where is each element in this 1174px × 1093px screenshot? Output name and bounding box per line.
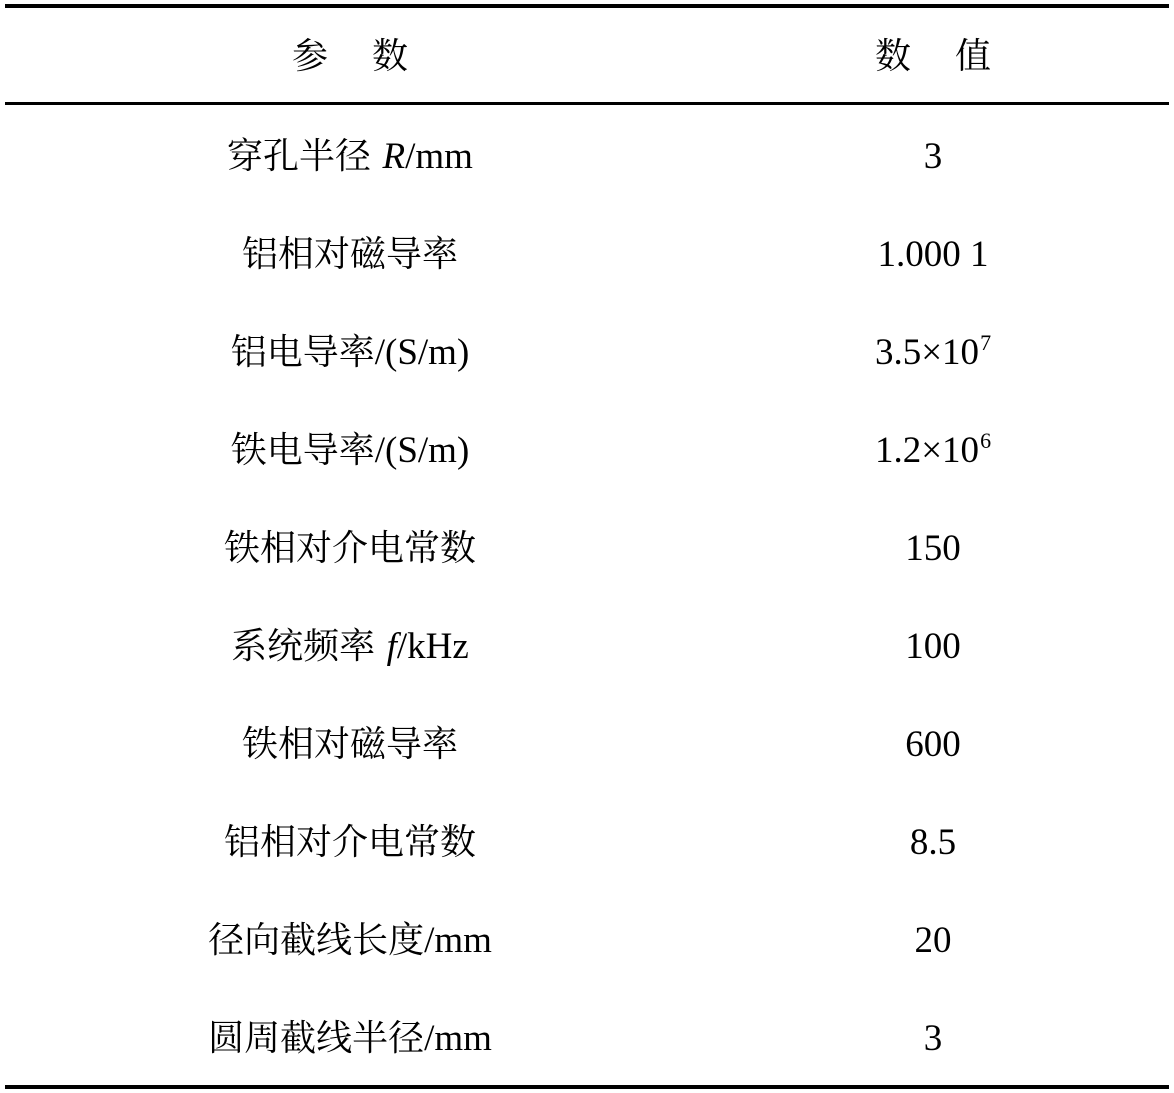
table-row-param [50,421,650,481]
param-label: 穿孔半径 [227,136,383,177]
value-base: 1.2×10 [874,430,980,471]
table-row-value: 600 [905,724,961,765]
param-unit: /kHz [396,626,469,667]
param-symbol: R [382,136,406,177]
table-row-value [733,323,1133,383]
table-row-param [50,127,650,187]
param-unit: /mm [424,920,492,961]
param-symbol: f [386,626,397,667]
table-row-param [50,519,650,579]
header-value [733,27,1133,87]
param-label: 铝电导率 [230,332,375,373]
table-row-value: 3 [923,136,943,177]
param-label: 圆周截线半径 [208,1018,425,1059]
table-row-value: 8.5 [909,822,957,863]
value-exponent: 7 [980,330,992,355]
table-row-value: 20 [914,920,952,961]
param-label: 铁相对介电常数 [223,528,476,569]
param-label: 径向截线长度 [208,920,425,961]
param-label: 铁相对磁导率 [241,724,458,765]
value-exponent: 6 [980,428,992,453]
table-bottom-rule [5,1085,1169,1089]
param-unit: /(S/m) [374,332,470,373]
param-label: 铝相对磁导率 [241,234,458,275]
param-label: 铝相对介电常数 [223,822,476,863]
param-unit: /(S/m) [374,430,470,471]
table-row-value: 1.000 1 [877,234,989,275]
table-row-param [50,617,650,677]
table-top-rule [5,4,1169,8]
header-param-char-2: 数 [372,36,409,77]
table-row-param [50,323,650,383]
table-row-param [50,715,650,775]
param-unit: /mm [424,1018,492,1059]
table-row-value: 3 [923,1018,943,1059]
header-rule [5,102,1169,105]
header-value-char-1: 数 [874,36,911,77]
param-label: 铁电导率 [230,430,375,471]
table-row-value [733,421,1133,481]
table-row-param [50,225,650,285]
table-row-param [50,1009,650,1069]
table-row-param [50,813,650,873]
param-unit: /mm [405,136,473,177]
header-param-char-1: 参 [291,36,328,77]
param-label: 系统频率 [231,626,387,667]
table-row-param [50,911,650,971]
value-base: 3.5×10 [874,332,980,373]
header-param [50,27,650,87]
header-value-char-2: 值 [955,36,992,77]
table-row-value: 100 [905,626,961,667]
table-row-value: 150 [905,528,961,569]
